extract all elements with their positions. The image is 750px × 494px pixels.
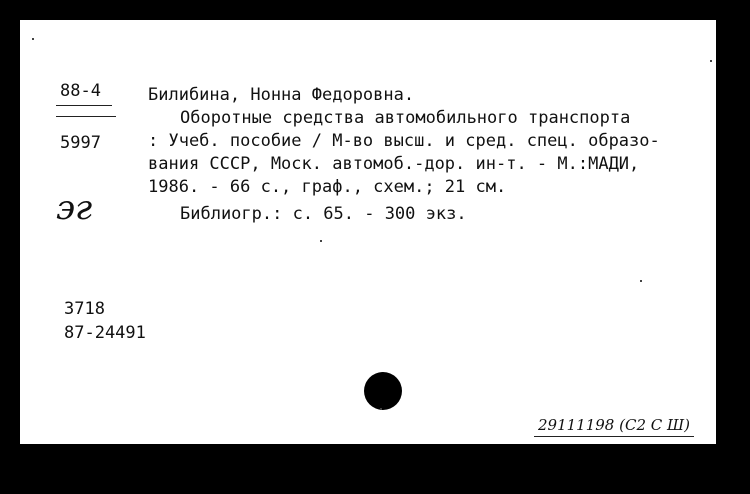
code-accession: 87-24491	[64, 323, 146, 343]
entry-line-physical: 1986. - 66 с., граф., схем.; 21 см.	[148, 177, 507, 197]
speck	[32, 38, 34, 40]
entry-line-title: Оборотные средства автомобильного транспорта	[180, 108, 631, 128]
handwritten-note: эг	[56, 188, 93, 228]
entry-line-author: Билибина, Нонна Федоровна.	[148, 85, 415, 105]
entry-line-subtitle: : Учеб. пособие / М-во высш. и сред. спец. образо-	[148, 131, 660, 151]
speck	[710, 60, 712, 62]
scan-border-top	[0, 0, 750, 20]
entry-line-notes: Библиогр.: с. 65. - 300 экз.	[180, 204, 467, 224]
shelf-mark: 88-4	[60, 81, 101, 101]
speck	[380, 408, 382, 410]
entry-line-publisher: вания СССР, Моск. автомоб.-дор. ин-т. - М.:МАДИ,	[148, 154, 640, 174]
handwritten-footer: 29111198 (С2 С Ш)	[538, 416, 690, 434]
speck	[320, 240, 322, 242]
speck	[640, 280, 642, 282]
catalog-card	[20, 20, 716, 444]
inventory-number: 5997	[60, 133, 101, 153]
footer-underline	[534, 436, 694, 437]
code-3718: 3718	[64, 299, 105, 319]
shelf-mark-underline	[56, 105, 112, 106]
shelf-mark-rule	[56, 116, 116, 117]
punch-hole	[364, 372, 402, 410]
scan-border-right	[716, 0, 750, 494]
